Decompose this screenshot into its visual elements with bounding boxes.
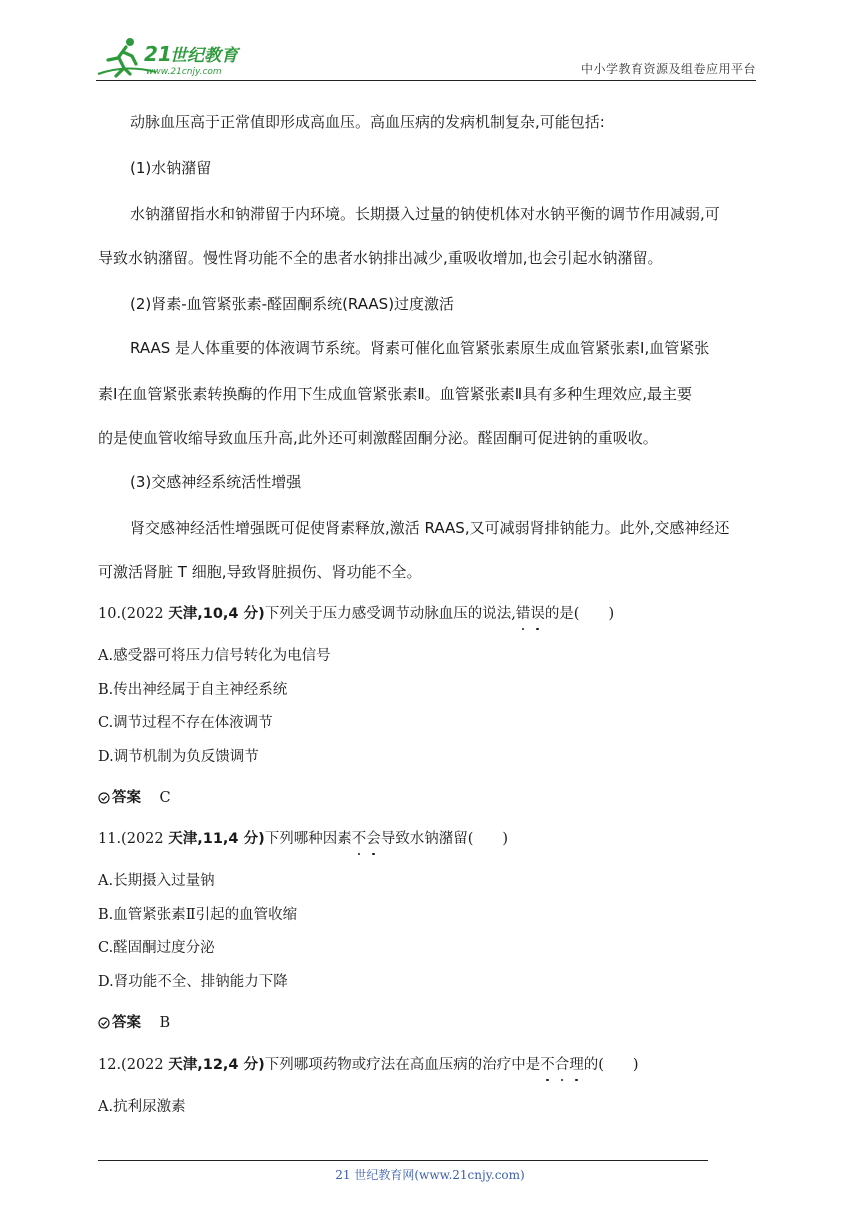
question-11-option-d: D.肾功能不全、排钠能力下降 bbox=[98, 974, 288, 990]
section-2-line-3: 的是使血管收缩导致血压升高,此外还可刺激醛固酮分泌。醛固酮可促进钠的重吸收。 bbox=[98, 429, 658, 447]
question-11-option-a: A.长期摄入过量钠 bbox=[98, 873, 215, 889]
section-1-line-1: 水钠潴留指水和钠滞留于内环境。长期摄入过量的钠使机体对水钠平衡的调节作用减弱,可 bbox=[130, 205, 720, 223]
question-10-option-b: B.传出神经属于自主神经系统 bbox=[98, 682, 288, 698]
section-1-title: (1)水钠潴留 bbox=[130, 159, 212, 177]
section-2-line-2: 素Ⅰ在血管紧张素转换酶的作用下生成血管紧张素Ⅱ。血管紧张素Ⅱ具有多种生理效应,最主要 bbox=[98, 385, 692, 403]
question-11-answer: 答案 B bbox=[98, 1013, 762, 1035]
answer-check-icon bbox=[98, 1015, 110, 1035]
emphasis-char: 合 bbox=[554, 1057, 570, 1073]
logo-url: www.21cnjy.com bbox=[146, 67, 222, 77]
question-11-stem: 11.(2022 天津,11,4 分)下列哪种因素不会导致水钠潴留( ) bbox=[98, 831, 509, 847]
answer-check-icon bbox=[98, 790, 110, 810]
site-logo bbox=[96, 34, 266, 80]
section-1-line-2: 导致水钠潴留。慢性肾功能不全的患者水钠排出减少,重吸收增加,也会引起水钠潴留。 bbox=[98, 249, 663, 267]
section-3-line-2: 可激活肾脏 T 细胞,导致肾脏损伤、肾功能不全。 bbox=[98, 563, 422, 581]
question-10-option-d: D.调节机制为负反馈调节 bbox=[98, 749, 259, 765]
question-10-option-a: A.感受器可将压力信号转化为电信号 bbox=[98, 648, 331, 664]
emphasis-char: 会 bbox=[366, 831, 381, 847]
emphasis-char: 理 bbox=[569, 1057, 584, 1073]
footer-link[interactable]: 21 世纪教育网(www.21cnjy.com) bbox=[335, 1168, 525, 1182]
emphasis-char: 错 bbox=[515, 606, 531, 622]
section-2-line-1: RAAS 是人体重要的体液调节系统。肾素可催化血管紧张素原生成血管紧张素Ⅰ,血管紧张 bbox=[130, 339, 710, 357]
emphasis-char: 不 bbox=[351, 831, 367, 847]
emphasis-char: 不 bbox=[540, 1057, 555, 1073]
question-10-answer: 答案 C bbox=[98, 788, 762, 810]
question-11-option-b: B.血管紧张素Ⅱ引起的血管收缩 bbox=[98, 907, 298, 923]
section-2-title: (2)肾素-血管紧张素-醛固酮系统(RAAS)过度激活 bbox=[130, 295, 455, 313]
svg-text:21: 21 bbox=[144, 42, 172, 66]
question-10-stem: 10.(2022 天津,10,4 分)下列关于压力感受调节动脉血压的说法,错误的是( ) bbox=[98, 606, 615, 622]
question-12-stem: 12.(2022 天津,12,4 分)下列哪项药物或疗法在高血压病的治疗中是不合理的( ) bbox=[98, 1057, 639, 1073]
intro-paragraph: 动脉血压高于正常值即形成高血压。高血压病的发病机制复杂,可能包括: bbox=[130, 113, 605, 131]
question-12-option-a: A.抗利尿激素 bbox=[98, 1099, 186, 1115]
question-10-option-c: C.调节过程不存在体液调节 bbox=[98, 715, 273, 731]
section-3-line-1: 肾交感神经活性增强既可促使肾素释放,激活 RAAS,又可减弱肾排钠能力。此外,交感神经还 bbox=[130, 519, 730, 537]
platform-name: 中小学教育资源及组卷应用平台 bbox=[580, 62, 756, 76]
logo-text: 世纪教育 bbox=[170, 46, 238, 66]
footer-divider bbox=[98, 1160, 708, 1161]
section-3-title: (3)交感神经系统活性增强 bbox=[130, 473, 302, 491]
question-11-option-c: C.醛固酮过度分泌 bbox=[98, 940, 215, 956]
page-header bbox=[96, 34, 756, 82]
header-divider bbox=[96, 80, 756, 81]
emphasis-char: 误 bbox=[530, 606, 545, 622]
